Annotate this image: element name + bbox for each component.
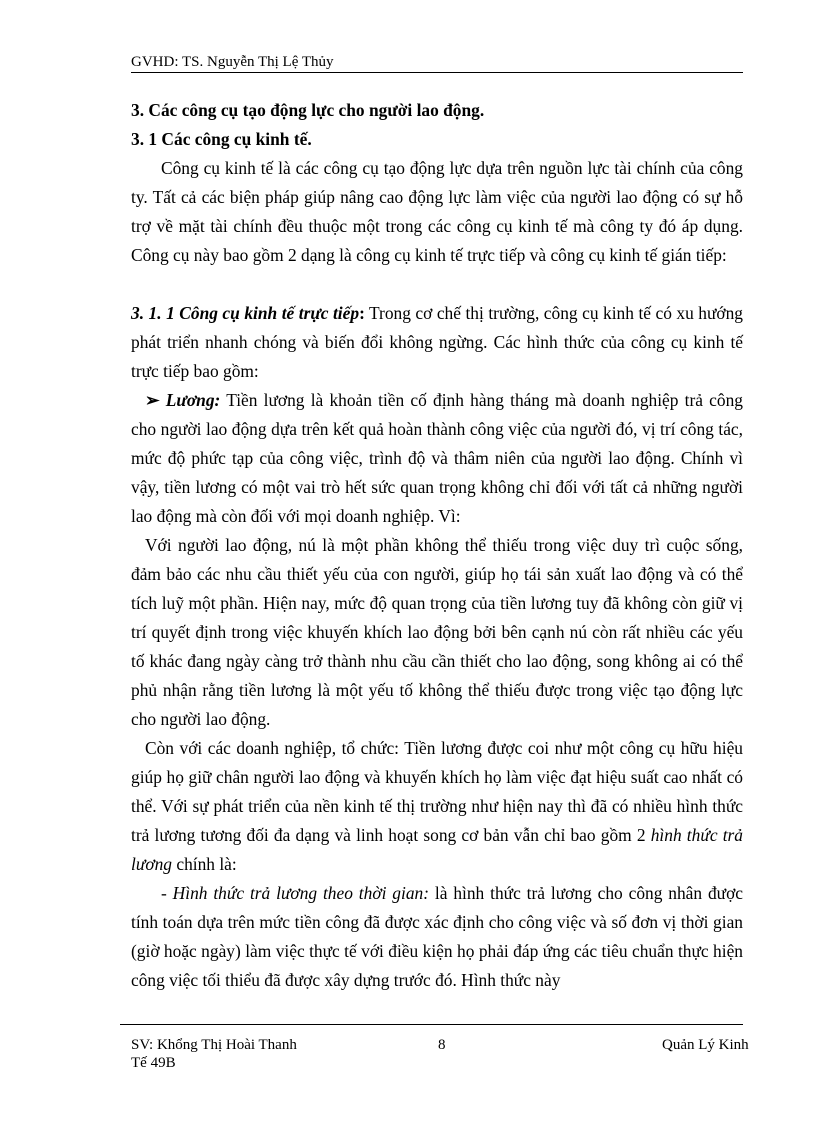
paragraph-employee-view: Với người lao động, nú là một phần không thể thiếu trong việc duy trì cuộc sống, đảm bảo các nhu cầu thiết yếu của con người, giúp họ tái sản xuất lao động và có thể tích luỹ một phần. Hiện nay, mức độ quan trọng của tiền lương tuy đã không còn giữ vị trí quyết định trong việc khuyến khích lao động bởi bên cạnh nú còn rất nhiều các yếu tố khác đang ngày càng trở thành nhu cầu cần thiết cho lao động, song không ai có thể phủ nhận rằng tiền lương là một yếu tố không thể thiếu được trong việc tạo động lực cho người lao động. (131, 535, 743, 729)
document-body (131, 96, 743, 995)
paragraph-gap (131, 270, 743, 299)
paragraph-enterprise-text: Còn với các doanh nghiệp, tổ chức: Tiền lương được coi như một công cụ hữu hiệu giúp họ giữ chân người lao động và khuyến khích họ làm việc đạt hiệu suất cao nhất có thể. Với sự phát triển của nền kinh tế thị trường như hiện nay thì đã có nhiều hình thức trả lương tương đối đa dạng và linh hoạt song cơ bản vẫn chỉ bao gồm 2 (131, 738, 743, 845)
paragraph-salary-text: Tiền lương là khoản tiền cố định hàng tháng mà doanh nghiệp trả công cho người lao động dựa trên kết quả hoàn thành công việc của người đó, vị trí công tác, mức độ phức tạp của công việc, trình độ và thâm niên của người lao động. Chính vì vậy, tiền lương có một vai trò hết sức quan trọng không chỉ đối với tất cả những người lao động mà còn đối với mọi doanh nghiệp. Vì: (131, 390, 743, 526)
paragraph-time-based-pay-text: là hình thức trả lương cho công nhân được tính toán dựa trên mức tiền công đã được xác định cho công việc và số đơn vị thời gian (giờ hoặc ngày) làm việc thực tế với điều kiện họ phải đáp ứng các tiêu chuẩn thực hiện công việc tối thiểu đã được xây dựng trước đó. Hình thức này (131, 883, 744, 990)
subheading-direct-tools: 3. 1. 1 Công cụ kinh tế trực tiếp (131, 303, 360, 323)
paragraph-salary (131, 386, 743, 531)
footer-student-line2: Tế 49B (131, 1055, 176, 1071)
page-header: GVHD: TS. Nguyễn Thị Lệ Thủy (131, 54, 334, 70)
salary-label: Lương: (159, 390, 221, 410)
subheading-colon: : (359, 303, 365, 323)
footer-student-line1: SV: Khổng Thị Hoài Thanh (131, 1037, 297, 1053)
footer-major: Quản Lý Kinh (662, 1037, 749, 1053)
header-divider (131, 72, 743, 73)
dash-bullet: - (161, 883, 173, 903)
footer-divider (120, 1024, 743, 1025)
paragraph-time-based-pay (131, 879, 743, 995)
time-based-pay-label: Hình thức trả lương theo thời gian: (172, 883, 430, 903)
paragraph-direct-tools (131, 299, 743, 386)
footer-page-number: 8 (438, 1037, 446, 1053)
heading-section-3: 3. Các công cụ tạo động lực cho người lao động. (131, 100, 485, 120)
paragraph-economic-tools: Công cụ kinh tế là các công cụ tạo động lực dựa trên nguồn lực tài chính của công ty. Tất cả các biện pháp giúp nâng cao động lực làm việc của người lao động có sự hỗ trợ về mặt tài chính đều thuộc một trong các công cụ kinh tế mà công ty đó áp dụng. Công cụ này bao gồm 2 dạng là công cụ kinh tế trực tiếp và công cụ kinh tế gián tiếp: (131, 158, 743, 265)
arrow-bullet-icon: ➢ (145, 390, 160, 410)
salary-forms-italic: hình thức trả lương (131, 825, 744, 874)
paragraph-enterprise-view (131, 734, 743, 879)
paragraph-enterprise-tail: chính là: (172, 854, 237, 874)
heading-section-3-1: 3. 1 Các công cụ kinh tế. (131, 129, 312, 149)
footer-student (131, 1036, 297, 1072)
paragraph-direct-tools-text: Trong cơ chế thị trường, công cụ kinh tế có xu hướng phát triển nhanh chóng và biến đổi không ngừng. Các hình thức của công cụ kinh tế trực tiếp bao gồm: (131, 303, 743, 381)
